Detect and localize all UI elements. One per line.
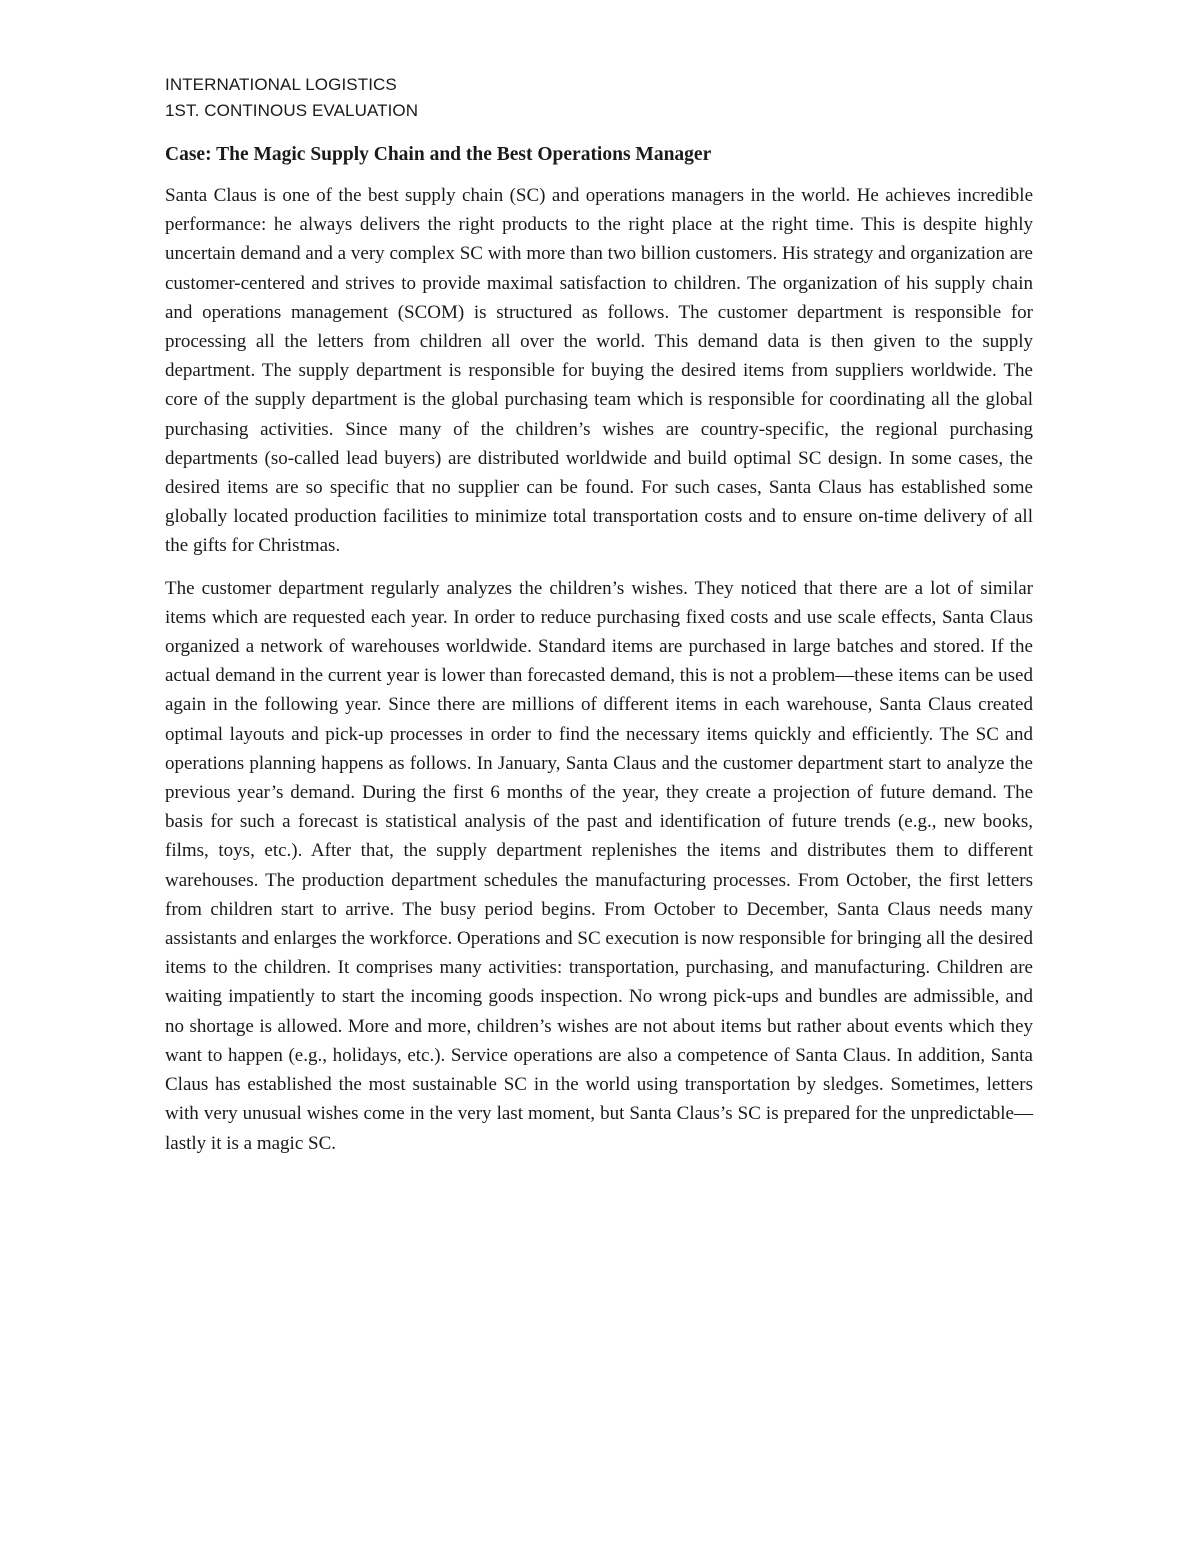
evaluation-title: 1ST. CONTINOUS EVALUATION (165, 101, 419, 120)
paragraph-1: Santa Claus is one of the best supply chain (SC) and operations managers in the world. He achieves incredible performance: he always delivers the right products to the right place at the right time. This is despite highly uncertain demand and a very complex SC with more than two billion customers. His strategy and organization are customer-centered and strives to provide maximal satisfaction to children. The organization of his supply chain and operations management (SCOM) is structured as follows. The customer department is responsible for processing all the letters from children all over the world. This demand data is then given to the supply department. The supply department is responsible for buying the desired items from suppliers worldwide. The core of the supply department is the global purchasing team which is responsible for coordinating all the global purchasing activities. Since many of the children’s wishes are country-specific, the regional purchasing departments (so-called lead buyers) are distributed worldwide and build optimal SC design. In some cases, the desired items are so specific that no supplier can be found. For such cases, Santa Claus has established some globally located production facilities to minimize total transportation costs and to ensure on-time delivery of all the gifts for Christmas. (165, 185, 1033, 557)
document-page (165, 72, 1033, 1171)
case-title: Case: The Magic Supply Chain and the Best Operations Manager (165, 144, 712, 165)
course-title: INTERNATIONAL LOGISTICS (165, 75, 397, 94)
paragraph-2: The customer department regularly analyzes the children’s wishes. They noticed that there are a lot of similar items which are requested each year. In order to reduce purchasing fixed costs and use scale effects, Santa Claus organized a network of warehouses worldwide. Standard items are purchased in large batches and stored. If the actual demand in the current year is lower than forecasted demand, this is not a problem—these items can be used again in the following year. Since there are millions of different items in each warehouse, Santa Claus created optimal layouts and pick-up processes in order to find the necessary items quickly and efficiently. The SC and operations planning happens as follows. In January, Santa Claus and the customer department start to analyze the previous year’s demand. During the first 6 months of the year, they create a projection of future demand. The basis for such a forecast is statistical analysis of the past and identification of future trends (e.g., new books, films, toys, etc.). After that, the supply department replenishes the items and distributes them to different warehouses. The production department schedules the manufacturing processes. From October, the first letters from children start to arrive. The busy period begins. From October to December, Santa Claus needs many assistants and enlarges the workforce. Operations and SC execution is now responsible for bringing all the desired items to the children. It comprises many activities: transportation, purchasing, and manufacturing. Children are waiting impatiently to start the incoming goods inspection. No wrong pick-ups and bundles are admissible, and no shortage is allowed. More and more, children’s wishes are not about items but rather about events which they want to happen (e.g., holidays, etc.). Service operations are also a competence of Santa Claus. In addition, Santa Claus has established the most sustainable SC in the world using transportation by sledges. Sometimes, letters with very unusual wishes come in the very last moment, but Santa Claus’s SC is prepared for the unpredictable—lastly it is a magic SC. (165, 577, 1033, 1154)
